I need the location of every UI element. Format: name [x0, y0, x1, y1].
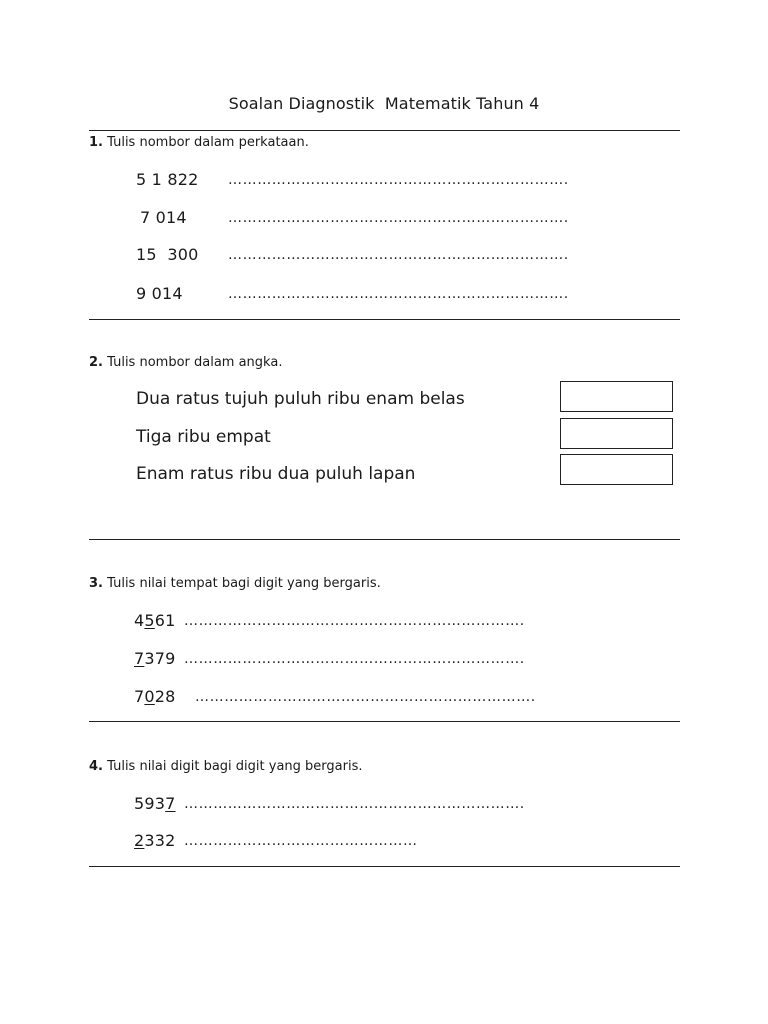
underlined-digit: 5: [144, 611, 155, 630]
underlined-digit: 2: [134, 831, 145, 850]
question-instruction: Tulis nombor dalam perkataan.: [107, 135, 309, 150]
divider: [89, 721, 680, 722]
question-instruction: Tulis nombor dalam angka.: [107, 355, 283, 370]
question-number: 1.: [89, 135, 103, 150]
q1-number-1: 5 1 822: [136, 170, 199, 189]
question-2-heading: [89, 355, 282, 370]
answer-line[interactable]: …………………………………………………………….: [184, 651, 525, 667]
answer-line[interactable]: …………………………………………………………….: [228, 247, 569, 263]
q3-number-1: 4561: [134, 611, 176, 630]
underlined-digit: 7: [134, 649, 145, 668]
question-number: 3.: [89, 576, 103, 591]
answer-line[interactable]: …………………………………………………………….: [228, 210, 569, 226]
page-title: Soalan Diagnostik Matematik Tahun 4: [228, 94, 540, 113]
q1-number-4: 9 014: [136, 284, 183, 303]
q1-number-3: 15 300: [136, 245, 199, 264]
answer-line[interactable]: …………………………………………………………….: [184, 613, 525, 629]
answer-box[interactable]: [560, 454, 673, 485]
question-number: 2.: [89, 355, 103, 370]
answer-box[interactable]: [560, 381, 673, 412]
answer-line[interactable]: …………………………………………………………….: [184, 796, 525, 812]
answer-line[interactable]: …………………………………………: [184, 833, 418, 849]
divider: [89, 539, 680, 540]
q3-number-2: 7379: [134, 649, 176, 668]
q3-number-3: 7028: [134, 687, 176, 706]
question-3-heading: [89, 576, 381, 591]
q2-words-3: Enam ratus ribu dua puluh lapan: [136, 464, 416, 484]
question-number: 4.: [89, 759, 103, 774]
divider: [89, 319, 680, 320]
answer-line[interactable]: …………………………………………………………….: [228, 286, 569, 302]
q1-number-2: 7 014: [140, 208, 187, 227]
q2-words-2: Tiga ribu empat: [136, 427, 271, 447]
answer-line[interactable]: …………………………………………………………….: [195, 689, 536, 705]
divider: [89, 866, 680, 867]
question-1-heading: [89, 135, 309, 150]
divider: [89, 130, 680, 131]
answer-line[interactable]: …………………………………………………………….: [228, 172, 569, 188]
underlined-digit: 0: [144, 687, 155, 706]
question-instruction: Tulis nilai digit bagi digit yang bergaris.: [107, 759, 363, 774]
q4-number-2: 2332: [134, 831, 176, 850]
q2-words-1: Dua ratus tujuh puluh ribu enam belas: [136, 389, 465, 409]
answer-box[interactable]: [560, 418, 673, 449]
q4-number-1: 5937: [134, 794, 176, 813]
underlined-digit: 7: [165, 794, 176, 813]
question-instruction: Tulis nilai tempat bagi digit yang bergaris.: [107, 576, 381, 591]
question-4-heading: [89, 759, 363, 774]
